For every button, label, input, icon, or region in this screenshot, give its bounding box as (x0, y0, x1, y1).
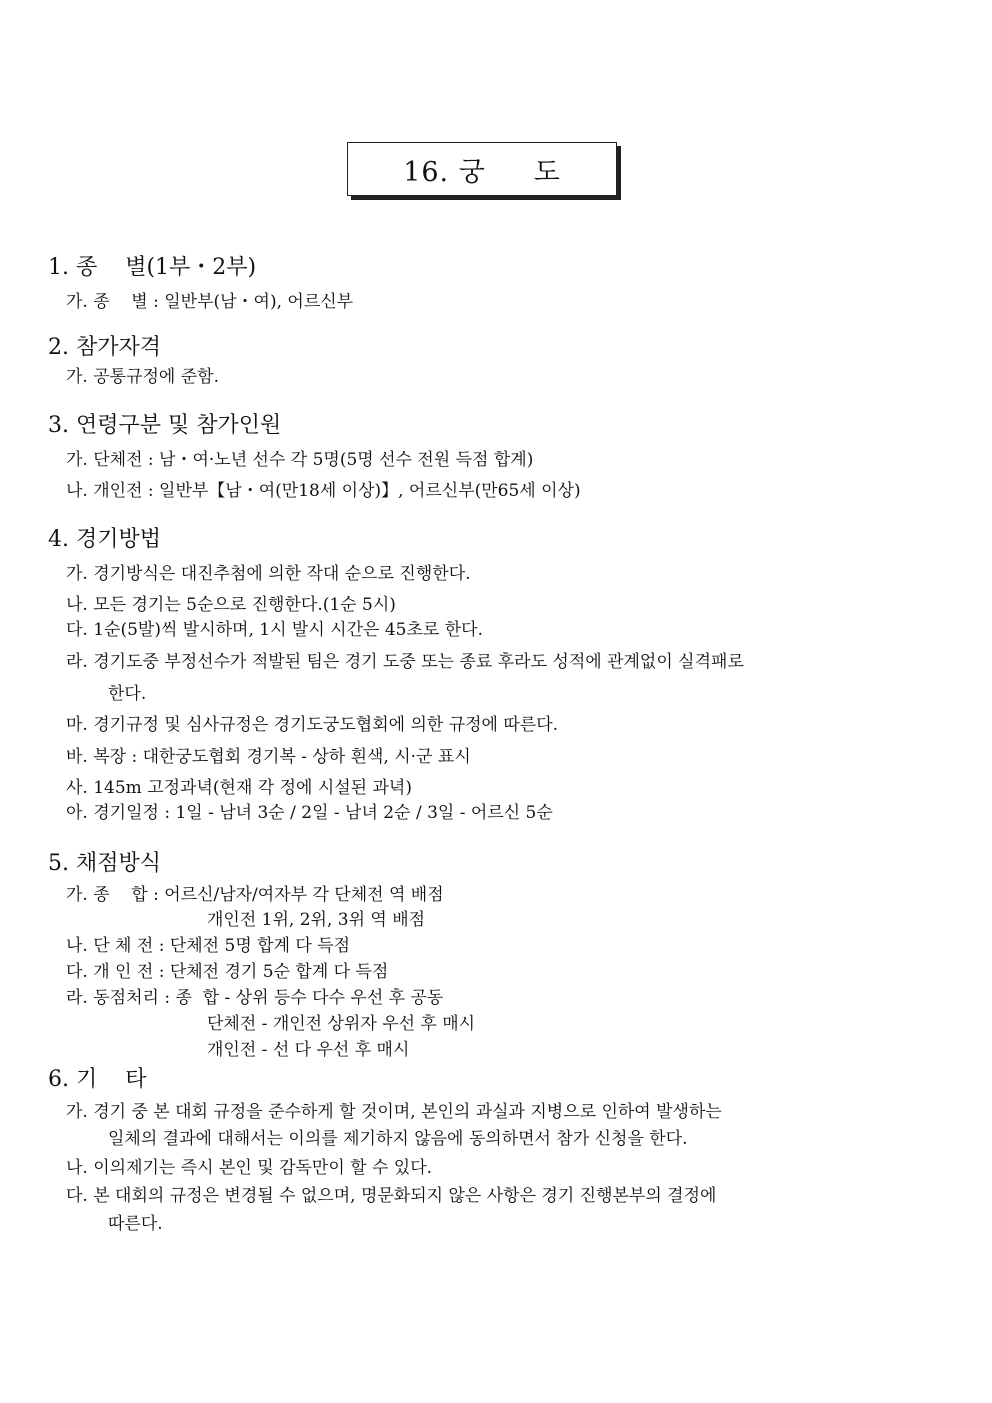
section-4-item-1: 가. 경기방식은 대진추첨에 의한 작대 순으로 진행한다. (66, 564, 471, 584)
title-box (347, 142, 617, 196)
page-title: 16. 궁 도 (403, 156, 561, 188)
section-5-item-4-continued-2: 개인전 - 선 다 우선 후 매시 (207, 1040, 410, 1060)
section-6-item-3-continued: 따른다. (108, 1214, 163, 1234)
section-1-item-1: 가. 종 별 : 일반부(남・여), 어르신부 (66, 292, 354, 312)
section-6-item-1-continued: 일체의 결과에 대해서는 이의를 제기하지 않음에 동의하면서 참가 신청을 한다. (108, 1129, 688, 1149)
section-4-item-8: 아. 경기일정 : 1일 - 남녀 3순 / 2일 - 남녀 2순 / 3일 - 어르신 5순 (66, 803, 553, 823)
section-5-item-2: 나. 단 체 전 : 단체전 5명 합계 다 득점 (66, 936, 351, 956)
section-3-item-2: 나. 개인전 : 일반부【남・여(만18세 이상)】, 어르신부(만65세 이상) (66, 481, 581, 501)
section-1-heading: 1. 종 별(1부・2부) (48, 255, 257, 280)
section-4-item-7: 사. 145m 고정과녁(현재 각 정에 시설된 과녁) (66, 778, 412, 798)
section-6-item-1: 가. 경기 중 본 대회 규정을 준수하게 할 것이며, 본인의 과실과 지병으로 인하여 발생하는 (66, 1102, 722, 1122)
section-5-item-1: 가. 종 합 : 어르신/남자/여자부 각 단체전 역 배점 (66, 885, 444, 905)
section-5-item-4-continued-1: 단체전 - 개인전 상위자 우선 후 매시 (207, 1014, 476, 1034)
section-2-item-1: 가. 공통규정에 준함. (66, 367, 219, 387)
section-3-heading: 3. 연령구분 및 참가인원 (48, 413, 282, 438)
section-4-item-3: 다. 1순(5발)씩 발시하며, 1시 발시 시간은 45초로 한다. (66, 620, 483, 640)
section-4-item-5: 마. 경기규정 및 심사규정은 경기도궁도협회에 의한 규정에 따른다. (66, 715, 559, 735)
section-5-item-4: 라. 동점처리 : 종 합 - 상위 등수 다수 우선 후 공동 (66, 988, 444, 1008)
section-5-heading: 5. 채점방식 (48, 851, 161, 876)
section-4-heading: 4. 경기방법 (48, 527, 161, 552)
section-4-item-4: 라. 경기도중 부정선수가 적발된 팀은 경기 도중 또는 종료 후라도 성적에 관계없이 실격패로 (66, 652, 744, 672)
section-4-item-6: 바. 복장 : 대한궁도협회 경기복 - 상하 흰색, 시·군 표시 (66, 747, 471, 767)
section-6-item-3: 다. 본 대회의 규정은 변경될 수 없으며, 명문화되지 않은 사항은 경기 진행본부의 결정에 (66, 1186, 717, 1206)
section-5-item-3: 다. 개 인 전 : 단체전 경기 5순 합계 다 득점 (66, 962, 389, 982)
section-6-item-2: 나. 이의제기는 즉시 본인 및 감독만이 할 수 있다. (66, 1158, 433, 1178)
section-2-heading: 2. 참가자격 (48, 335, 161, 360)
section-4-item-2: 나. 모든 경기는 5순으로 진행한다.(1순 5시) (66, 595, 396, 615)
section-3-item-1: 가. 단체전 : 남・여·노년 선수 각 5명(5명 선수 전원 득점 합계) (66, 450, 534, 470)
section-4-item-4-continued: 한다. (108, 684, 147, 704)
section-5-item-1-continued: 개인전 1위, 2위, 3위 역 배점 (207, 910, 426, 930)
section-6-heading: 6. 기 타 (48, 1067, 147, 1092)
